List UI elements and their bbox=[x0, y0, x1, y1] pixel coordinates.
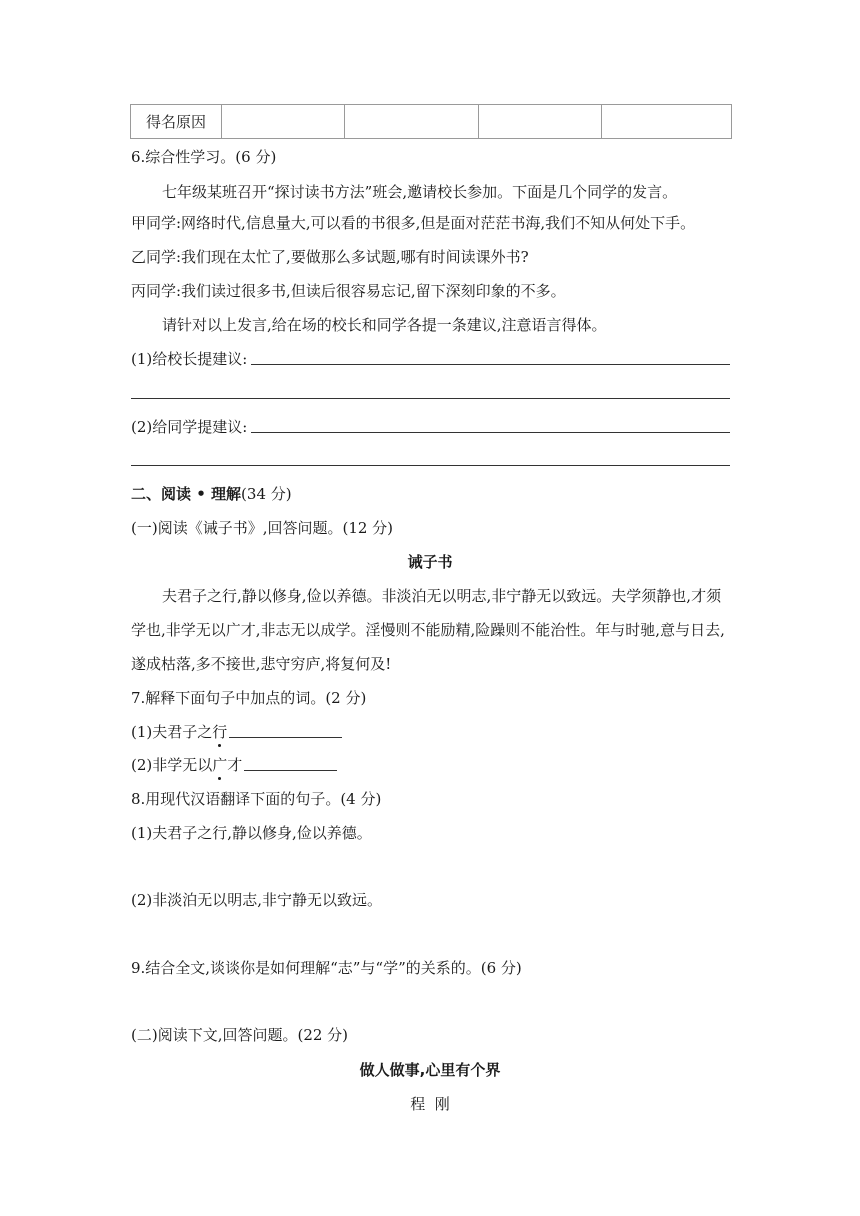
classmate-suggestion-answer-line-2[interactable] bbox=[131, 465, 730, 466]
classmate-suggestion-answer-line[interactable] bbox=[251, 432, 730, 433]
question-8-item-1: (1)夫君子之行,静以修身,俭以养德。 bbox=[131, 824, 372, 842]
dotted-word: 广 bbox=[212, 756, 228, 774]
question-7-item-1-text: (1)夫君子之 bbox=[131, 723, 213, 741]
section-2-heading-text: 二、阅读 • 理解 bbox=[131, 485, 242, 503]
classmate-suggestion-label: (2)给同学提建议: bbox=[131, 418, 248, 436]
question-7-item-2-text: (2)非学无以 bbox=[131, 756, 213, 774]
table-cell-blank[interactable] bbox=[602, 105, 732, 139]
student-c-speech: 丙同学:我们读过很多书,但读后很容易忘记,留下深刻印象的不多。 bbox=[131, 282, 566, 300]
table-cell-blank[interactable] bbox=[222, 105, 345, 139]
question-7-item-1-answer-line[interactable] bbox=[229, 737, 342, 738]
principal-suggestion-answer-line-2[interactable] bbox=[131, 398, 730, 399]
article-title: 诫子书 bbox=[407, 553, 453, 571]
naming-reason-table bbox=[130, 104, 732, 139]
reading-part-1-intro: (一)阅读《诫子书》,回答问题。(12 分) bbox=[131, 519, 394, 537]
article-line-3: 遂成枯落,多不接世,悲守穷庐,将复何及! bbox=[131, 655, 392, 673]
student-b-speech: 乙同学:我们现在太忙了,要做那么多试题,哪有时间读课外书? bbox=[131, 248, 529, 266]
question-6-title: 6.综合性学习。(6 分) bbox=[131, 148, 277, 166]
question-7-item-2 bbox=[131, 755, 242, 775]
principal-suggestion-label: (1)给校长提建议: bbox=[131, 350, 248, 368]
principal-suggestion-answer-line[interactable] bbox=[251, 364, 730, 365]
article-line-2: 学也,非学无以广才,非志无以成学。淫慢则不能励精,险躁则不能治性。年与时驰,意与日去, bbox=[131, 621, 725, 639]
question-6-intro: 七年级某班召开“探讨读书方法”班会,邀请校长参加。下面是几个同学的发言。 bbox=[162, 183, 678, 201]
table-cell-blank[interactable] bbox=[345, 105, 479, 139]
question-6-instruction: 请针对以上发言,给在场的校长和同学各提一条建议,注意语言得体。 bbox=[162, 316, 607, 334]
dotted-word: 行 bbox=[212, 723, 228, 741]
student-a-speech: 甲同学:网络时代,信息量大,可以看的书很多,但是面对茫茫书海,我们不知从何处下手。 bbox=[131, 214, 696, 232]
reading-part-2-intro: (二)阅读下文,回答问题。(22 分) bbox=[131, 1026, 349, 1044]
table-row bbox=[131, 105, 732, 139]
table-cell-blank[interactable] bbox=[479, 105, 602, 139]
question-7-item-2-answer-line[interactable] bbox=[244, 770, 337, 771]
question-9-title: 9.结合全文,谈谈你是如何理解“志”与“学”的关系的。(6 分) bbox=[131, 959, 522, 977]
article-line-1: 夫君子之行,静以修身,俭以养德。非淡泊无以明志,非宁静无以致远。夫学须静也,才须 bbox=[162, 587, 722, 605]
question-7-title: 7.解释下面句子中加点的词。(2 分) bbox=[131, 689, 367, 707]
question-7-item-2-suffix: 才 bbox=[227, 756, 243, 774]
passage-title: 做人做事,心里有个界 bbox=[359, 1061, 501, 1079]
section-2-score: (34 分) bbox=[241, 485, 292, 503]
passage-author: 程 刚 bbox=[410, 1095, 450, 1113]
section-2-heading bbox=[131, 484, 292, 504]
question-8-title: 8.用现代汉语翻译下面的句子。(4 分) bbox=[131, 790, 382, 808]
table-row-label: 得名原因 bbox=[131, 105, 222, 139]
question-8-item-2: (2)非淡泊无以明志,非宁静无以致远。 bbox=[131, 891, 383, 909]
question-7-item-1 bbox=[131, 722, 227, 742]
